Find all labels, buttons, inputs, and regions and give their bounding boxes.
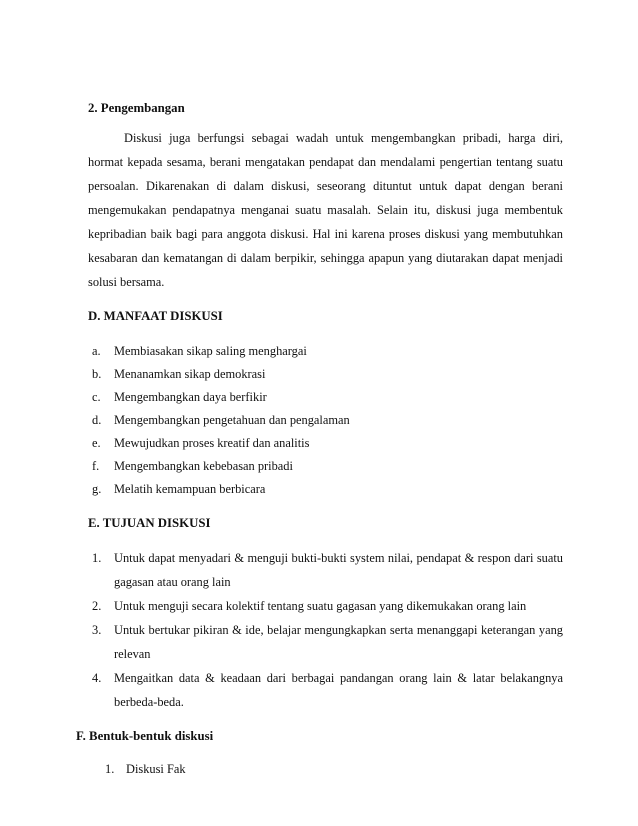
- list-item-text: relevan: [114, 647, 151, 661]
- list-item-text: Membiasakan sikap saling menghargai: [114, 344, 307, 358]
- paragraph-line: kepribadian baik bagi para anggota diskusi. Hal ini karena proses diskusi yang membutuhkan: [88, 227, 563, 241]
- list-item-text: Menanamkan sikap demokrasi: [114, 367, 266, 381]
- list-marker: g.: [92, 482, 102, 496]
- list-item-text: Diskusi Fak: [126, 762, 186, 776]
- list-item-text: Untuk bertukar pikiran & ide, belajar mengungkapkan serta menanggapi keterangan yang: [114, 623, 563, 637]
- list-marker: e.: [92, 436, 101, 450]
- list-item-text: Mengembangkan pengetahuan dan pengalaman: [114, 413, 350, 427]
- paragraph-line: Diskusi juga berfungsi sebagai wadah untuk mengembangkan pribadi, harga diri,: [124, 131, 563, 145]
- list-item-text: Mengembangkan daya berfikir: [114, 390, 267, 404]
- list-item-text: Mewujudkan proses kreatif dan analitis: [114, 436, 310, 450]
- list-marker: 3.: [92, 623, 102, 637]
- list-marker: b.: [92, 367, 102, 381]
- paragraph-line: solusi bersama.: [88, 275, 165, 289]
- list-marker: f.: [92, 459, 100, 473]
- list-marker: d.: [92, 413, 102, 427]
- list-marker: c.: [92, 390, 101, 404]
- list-marker: 1.: [92, 551, 102, 565]
- list-item-text: Mengembangkan kebebasan pribadi: [114, 459, 293, 473]
- list-marker: a.: [92, 344, 101, 358]
- paragraph-line: persoalan. Dikarenakan di dalam diskusi, seseorang dituntut untuk dapat dengan berani: [88, 179, 563, 193]
- paragraph-line: kesabaran dan kematangan di dalam berpikir, sehingga apapun yang diutarakan dapat menjadi: [88, 251, 563, 265]
- section-heading-bentuk: F. Bentuk-bentuk diskusi: [76, 729, 214, 743]
- section-heading-pengembangan: 2. Pengembangan: [88, 101, 185, 115]
- list-marker: 4.: [92, 671, 102, 685]
- section-heading-tujuan: E. TUJUAN DISKUSI: [88, 516, 211, 530]
- list-item-text: berbeda-beda.: [114, 695, 184, 709]
- list-item-text: Untuk menguji secara kolektif tentang suatu gagasan yang dikemukakan orang lain: [114, 599, 527, 613]
- list-marker: 2.: [92, 599, 102, 613]
- section-heading-manfaat: D. MANFAAT DISKUSI: [88, 309, 223, 323]
- list-item-text: Untuk dapat menyadari & menguji bukti-bukti system nilai, pendapat & respon dari suatu: [114, 551, 563, 565]
- paragraph-line: mengemukakan pendapatnya menganai suatu masalah. Selain itu, diskusi juga membentuk: [88, 203, 563, 217]
- list-marker: 1.: [105, 762, 115, 776]
- list-item-text: Mengaitkan data & keadaan dari berbagai pandangan orang lain & latar belakangnya: [114, 671, 563, 685]
- list-item-text: gagasan atau orang lain: [114, 575, 231, 589]
- list-item-text: Melatih kemampuan berbicara: [114, 482, 266, 496]
- paragraph-line: hormat kepada sesama, berani mengatakan pendapat dan mendalami pengertian tentang suatu: [88, 155, 563, 169]
